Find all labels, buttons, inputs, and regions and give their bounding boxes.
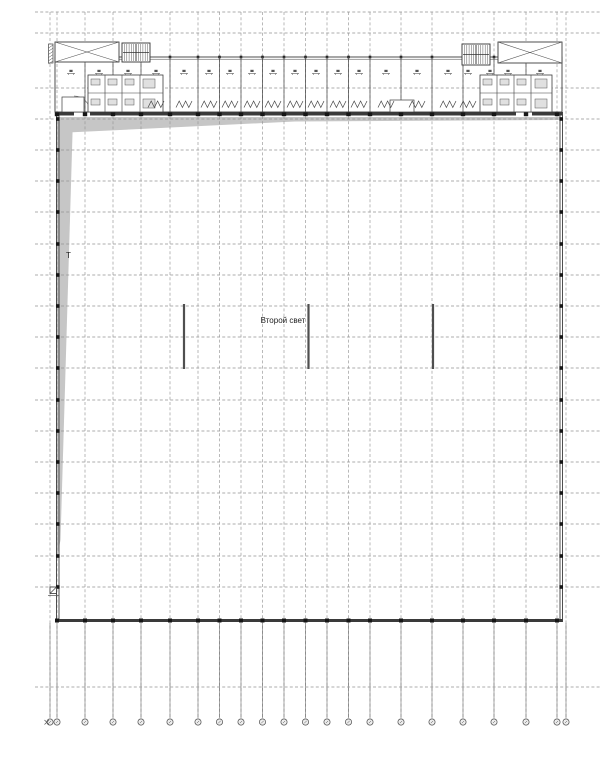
- column-bottom-wall: [430, 619, 434, 623]
- column-right-wall: [559, 304, 563, 308]
- opening-zigzag: [244, 101, 260, 108]
- shadow-top-wedge: [57, 117, 562, 133]
- column-top-wall: [55, 112, 59, 116]
- fixture: [517, 99, 526, 105]
- room-tag: [182, 70, 185, 72]
- column-top-wall: [83, 112, 87, 116]
- column-top-wall: [399, 112, 403, 116]
- room-tag: [488, 70, 491, 72]
- column-top-wall: [111, 112, 115, 116]
- column-bottom-wall: [347, 619, 351, 623]
- column-bottom-wall: [239, 619, 243, 623]
- room-tag: [506, 70, 509, 72]
- column-right-wall: [559, 491, 563, 495]
- room-tag: [314, 70, 317, 72]
- column-left-wall: [56, 335, 60, 339]
- column-top-wall: [346, 112, 350, 116]
- column-bottom-wall: [399, 619, 403, 623]
- fixture: [535, 99, 547, 108]
- column-top-wall: [282, 112, 286, 116]
- fixture: [483, 99, 492, 105]
- column-bottom-wall: [555, 619, 559, 623]
- grid-axis-bubbles: [45, 719, 570, 725]
- fixture: [143, 99, 155, 108]
- fixture: [500, 79, 509, 85]
- column-bottom-wall: [325, 619, 329, 623]
- room-tag: [97, 70, 100, 72]
- room-tag: [126, 70, 129, 72]
- hall-bottom-wall: [56, 619, 563, 622]
- column-right-wall: [559, 522, 563, 526]
- column-right-wall: [559, 242, 563, 246]
- column-left-wall: [56, 398, 60, 402]
- fixture: [535, 79, 547, 88]
- column-left-wall: [56, 210, 60, 214]
- room-tag: [538, 70, 541, 72]
- room-tag: [415, 70, 418, 72]
- column-left-wall: [56, 117, 60, 121]
- column-left-wall: [56, 366, 60, 370]
- column-top-wall: [239, 112, 243, 116]
- room-tag: [336, 70, 339, 72]
- room-tag: [293, 70, 296, 72]
- room-tag: [271, 70, 274, 72]
- opening-zigzag: [287, 101, 303, 108]
- column-top-wall: [325, 112, 329, 116]
- room-tag: [207, 70, 210, 72]
- fixture: [500, 99, 509, 105]
- column-top-wall: [303, 112, 307, 116]
- opening-zigzag: [265, 101, 281, 108]
- column-bottom-wall: [461, 619, 465, 623]
- column-bottom-wall: [218, 619, 222, 623]
- column-right-wall: [559, 460, 563, 464]
- column-right-wall: [559, 273, 563, 277]
- opening-zigzag: [351, 101, 367, 108]
- column-top-wall: [217, 112, 221, 116]
- column-top-wall: [168, 112, 172, 116]
- rooms: [55, 42, 562, 112]
- room-tag: [384, 70, 387, 72]
- opening-zigzag: [222, 101, 238, 108]
- room-tag: [228, 70, 231, 72]
- fixture: [143, 79, 155, 88]
- column-bottom-wall: [111, 619, 115, 623]
- column-top-wall: [196, 112, 200, 116]
- column-right-wall: [559, 179, 563, 183]
- opening-zigzag: [460, 101, 476, 108]
- column-top-wall: [555, 112, 559, 116]
- column-bottom-wall: [492, 619, 496, 623]
- column-bottom-wall: [261, 619, 265, 623]
- column-top-wall: [461, 112, 465, 116]
- column-right-wall: [559, 585, 563, 589]
- opening-zigzag: [308, 101, 324, 108]
- column-bottom-wall: [139, 619, 143, 623]
- column-left-wall: [56, 429, 60, 433]
- column-left-wall: [56, 148, 60, 152]
- column-left-wall: [56, 554, 60, 558]
- room-tag: [466, 70, 469, 72]
- fixture: [108, 99, 117, 105]
- column-right-wall: [559, 210, 563, 214]
- room-tag: [69, 70, 72, 72]
- fixture: [108, 79, 117, 85]
- column-bottom-wall: [282, 619, 286, 623]
- column-bottom-wall: [368, 619, 372, 623]
- column-bottom-wall: [196, 619, 200, 623]
- column-left-wall: [56, 179, 60, 183]
- opening-zigzag: [440, 101, 456, 108]
- column-left-wall: [56, 304, 60, 308]
- room-tag: [154, 70, 157, 72]
- room-tag: [357, 70, 360, 72]
- column-bottom-wall: [55, 619, 59, 623]
- column-left-wall: [56, 491, 60, 495]
- fixture: [91, 79, 100, 85]
- column-bottom-wall: [168, 619, 172, 623]
- room-tag: [250, 70, 253, 72]
- door-box: [62, 97, 84, 112]
- column-top-wall: [368, 112, 372, 116]
- column-top-wall: [492, 112, 496, 116]
- column-bottom-wall: [83, 619, 87, 623]
- fixture: [517, 79, 526, 85]
- column-right-wall: [559, 335, 563, 339]
- column-top-wall: [139, 112, 143, 116]
- column-right-wall: [559, 117, 563, 121]
- column-top-wall: [524, 112, 528, 116]
- column-left-wall: [56, 522, 60, 526]
- fixture: [483, 79, 492, 85]
- column-left-wall: [56, 273, 60, 277]
- hall-top-wall: [55, 112, 563, 116]
- fixture: [125, 79, 134, 85]
- left-wall-mark: Т: [66, 251, 71, 260]
- second-light-label: Второй свет: [260, 316, 306, 325]
- column-top-wall: [430, 112, 434, 116]
- fixture: [91, 99, 100, 105]
- opening-zigzag: [176, 101, 192, 108]
- column-right-wall: [559, 429, 563, 433]
- column-bottom-wall: [524, 619, 528, 623]
- room-tag: [446, 70, 449, 72]
- column-right-wall: [559, 398, 563, 402]
- column-top-wall: [260, 112, 264, 116]
- column-left-wall: [56, 242, 60, 246]
- column-left-wall: [56, 460, 60, 464]
- column-right-wall: [559, 148, 563, 152]
- column-right-wall: [559, 554, 563, 558]
- opening-zigzag: [330, 101, 346, 108]
- fixture: [125, 99, 134, 105]
- column-bottom-wall: [304, 619, 308, 623]
- opening-zigzag: [201, 101, 217, 108]
- column-right-wall: [559, 366, 563, 370]
